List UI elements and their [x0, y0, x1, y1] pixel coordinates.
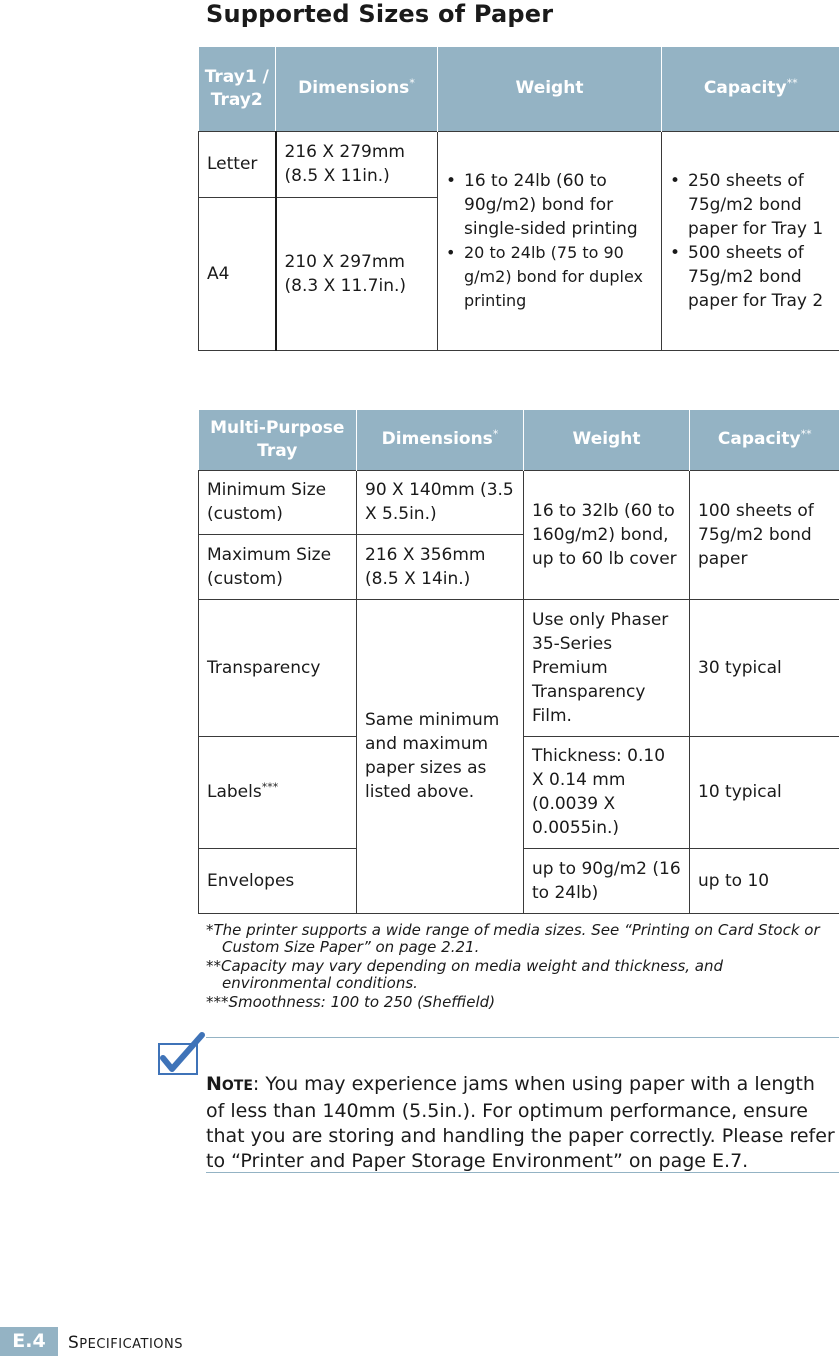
footnote: ***Smoothness: 100 to 250 (Sheffield) — [206, 993, 496, 1011]
dimensions-cell: 90 X 140mm (3.5 X 5.5in.) — [357, 470, 524, 534]
page-title: Supported Sizes of Paper — [206, 0, 554, 28]
table-row — [199, 470, 839, 534]
capacity-item: • 250 sheets of 75g/m2 bond paper for Tray 1 — [670, 169, 831, 241]
multipurpose-tray-table — [198, 410, 839, 914]
dimensions-cell: Same minimum and maximum paper sizes as listed above. — [357, 599, 524, 913]
header-dimensions: Dimensions* — [357, 410, 524, 470]
table-row — [199, 131, 839, 197]
page-number: E.4 — [0, 1327, 58, 1356]
capacity-cell: 100 sheets of 75g/m2 bond paper — [690, 470, 839, 599]
checkmark-icon — [148, 1032, 206, 1076]
weight-cell: 16 to 32lb (60 to 160g/m2) bond, up to 60 lb cover — [524, 470, 690, 599]
table-header-row — [199, 47, 839, 131]
weight-cell: Use only Phaser 35-Series Premium Transparency Film. — [524, 599, 690, 736]
footnotes — [206, 922, 836, 1013]
header-tray: Tray1 / Tray2 — [199, 47, 276, 131]
header-weight: Weight — [524, 410, 690, 470]
section-name: SPECIFICATIONS — [68, 1333, 184, 1353]
weight-cell: Thickness: 0.10 X 0.14 mm (0.0039 X 0.0055in.) — [524, 736, 690, 848]
note-label: NOTE — [206, 1073, 253, 1095]
capacity-cell: 10 typical — [690, 736, 839, 848]
weight-cell: up to 90g/m2 (16 to 24lb) — [524, 848, 690, 913]
footnote: *The printer supports a wide range of media sizes. See “Printing on Card Stock or Custom Size Paper” on page 2.21. — [206, 921, 820, 956]
size-cell: A4 — [199, 197, 276, 350]
capacity-item: • 500 sheets of 75g/m2 bond paper for Tray 2 — [670, 241, 831, 313]
size-cell: Minimum Size (custom) — [199, 470, 357, 534]
capacity-cell — [662, 131, 839, 350]
note-body: : You may experience jams when using paper with a length of less than 140mm (5.5in.). For optimum performance, ensure that you are storing and handling the paper correctly. Please refer to “Printer and Paper Storage Environment” on page E.7. — [206, 1073, 835, 1172]
table-row — [199, 599, 839, 736]
media-cell: Envelopes — [199, 848, 357, 913]
table-header-row — [199, 410, 839, 470]
footnote: **Capacity may vary depending on media weight and thickness, and environmental conditions. — [206, 957, 724, 992]
note-bottom-divider — [206, 1172, 839, 1173]
header-capacity: Capacity** — [690, 410, 839, 470]
dimensions-cell: 210 X 297mm (8.3 X 11.7in.) — [276, 197, 438, 350]
note — [206, 1072, 836, 1174]
note-top-divider — [206, 1037, 839, 1038]
tray-sizes-table — [198, 47, 839, 351]
media-cell: Transparency — [199, 599, 357, 736]
media-cell: Labels*** — [199, 736, 357, 848]
size-cell: Letter — [199, 131, 276, 197]
size-cell: Maximum Size (custom) — [199, 534, 357, 599]
capacity-cell: up to 10 — [690, 848, 839, 913]
header-tray: Multi-Purpose Tray — [199, 410, 357, 470]
header-weight: Weight — [438, 47, 662, 131]
capacity-cell: 30 typical — [690, 599, 839, 736]
header-dimensions: Dimensions* — [276, 47, 438, 131]
dimensions-cell: 216 X 356mm (8.5 X 14in.) — [357, 534, 524, 599]
dimensions-cell: 216 X 279mm (8.5 X 11in.) — [276, 131, 438, 197]
header-capacity: Capacity** — [662, 47, 839, 131]
weight-cell — [438, 131, 662, 350]
page-footer — [0, 1327, 839, 1356]
weight-item: • 16 to 24lb (60 to 90g/m2) bond for single-sided printing — [446, 169, 653, 241]
weight-item: • 20 to 24lb (75 to 90 g/m2) bond for duplex printing — [446, 241, 653, 313]
